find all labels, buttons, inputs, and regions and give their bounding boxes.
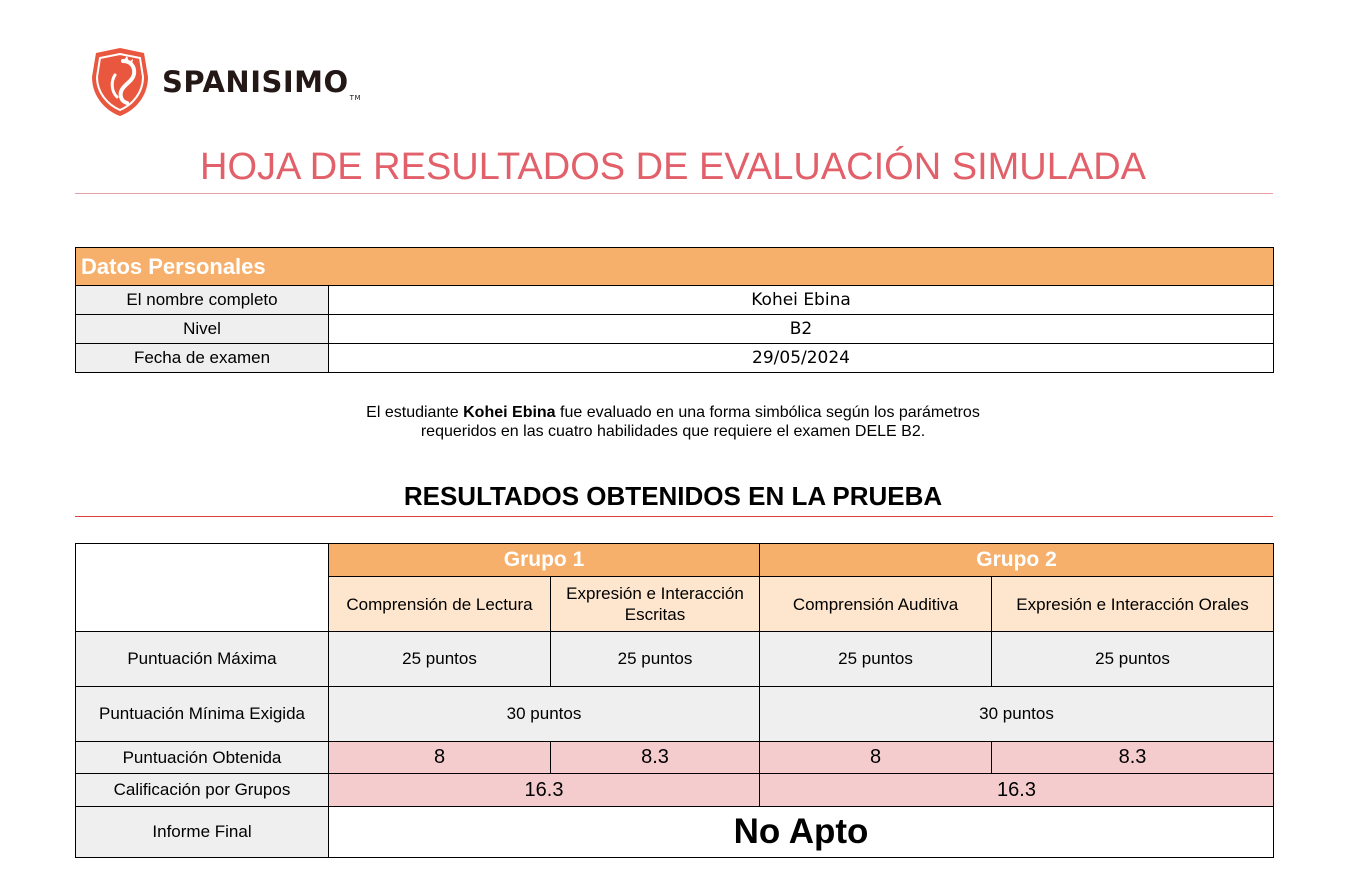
- final-report-label: Informe Final: [76, 807, 329, 858]
- results-divider: [75, 516, 1273, 517]
- group-2-header: Grupo 2: [760, 544, 1274, 577]
- table-row: [76, 286, 1274, 315]
- description-prefix: El estudiante: [366, 404, 464, 421]
- results-table: [75, 543, 1274, 858]
- skill-reading: Comprensión de Lectura: [329, 577, 551, 632]
- obtained-score-writing: 8.3: [551, 742, 760, 774]
- group-1-header: Grupo 1: [329, 544, 760, 577]
- brand-name: $SPANISIMO_{TM}$: [162, 65, 361, 102]
- student-name: Kohei Ebina: [463, 404, 556, 421]
- max-score-listening: 25 puntos: [760, 632, 992, 687]
- rooster-shield-icon: [90, 47, 150, 117]
- table-row: [76, 632, 1274, 687]
- max-score-speaking: 25 puntos: [992, 632, 1274, 687]
- table-corner: [76, 544, 329, 632]
- skill-speaking: Expresión e Interacción Orales: [992, 577, 1274, 632]
- exam-date-label: Fecha de examen: [76, 344, 329, 373]
- brand-logo: [90, 46, 361, 118]
- obtained-score-reading: 8: [329, 742, 551, 774]
- max-score-label: Puntuación Máxima: [76, 632, 329, 687]
- table-row: [76, 687, 1274, 742]
- page-title: HOJA DE RESULTADOS DE EVALUACIÓN SIMULADA: [200, 146, 1146, 188]
- skill-listening: Comprensión Auditiva: [760, 577, 992, 632]
- max-score-writing: 25 puntos: [551, 632, 760, 687]
- table-row: [76, 315, 1274, 344]
- title-divider: [75, 193, 1273, 194]
- full-name-label: El nombre completo: [76, 286, 329, 315]
- obtained-score-listening: 8: [760, 742, 992, 774]
- skill-writing: Expresión e Interacción Escritas: [551, 577, 760, 632]
- obtained-score-label: Puntuación Obtenida: [76, 742, 329, 774]
- group-score-label: Calificación por Grupos: [76, 774, 329, 807]
- max-score-reading: 25 puntos: [329, 632, 551, 687]
- group-1-score: 16.3: [329, 774, 760, 807]
- personal-data-header: Datos Personales: [76, 248, 1274, 286]
- min-score-label: Puntuación Mínima Exigida: [76, 687, 329, 742]
- level-value: B2: [329, 315, 1274, 344]
- final-report-value: No Apto: [329, 807, 1274, 858]
- table-row: [76, 774, 1274, 807]
- personal-data-table: [75, 247, 1274, 373]
- level-label: Nivel: [76, 315, 329, 344]
- evaluation-description: [0, 403, 1346, 441]
- description-suffix: fue evaluado en una forma simbólica según los parámetros: [555, 404, 980, 421]
- table-row: [76, 807, 1274, 858]
- description-line-2: requeridos en las cuatro habilidades que requiere el examen DELE B2.: [420, 423, 926, 440]
- group-2-score: 16.3: [760, 774, 1274, 807]
- min-score-group-1: 30 puntos: [329, 687, 760, 742]
- obtained-score-speaking: 8.3: [992, 742, 1274, 774]
- full-name-value: Kohei Ebina: [329, 286, 1274, 315]
- trademark: TM: [349, 94, 361, 102]
- table-row: [76, 742, 1274, 774]
- results-title: RESULTADOS OBTENIDOS EN LA PRUEBA: [403, 481, 943, 511]
- exam-date-value: 29/05/2024: [329, 344, 1274, 373]
- table-row: [76, 344, 1274, 373]
- min-score-group-2: 30 puntos: [760, 687, 1274, 742]
